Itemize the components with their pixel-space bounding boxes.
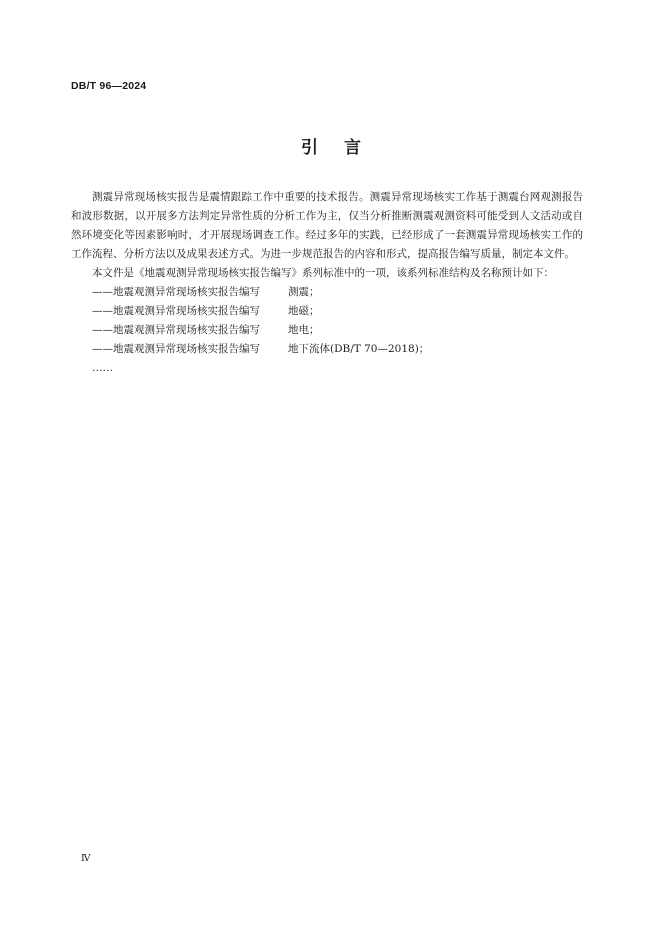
list-dash: —— — [92, 324, 113, 336]
series-main-title: 地震观测异常现场核实报告编写 — [113, 324, 260, 336]
list-dash: —— — [92, 286, 113, 298]
page-title: 引言 — [301, 138, 387, 158]
list-dash: —— — [92, 343, 113, 355]
document-code: DB/T 96—2024 — [71, 80, 147, 92]
series-list-item — [71, 321, 583, 340]
series-list-item — [71, 340, 583, 359]
series-main-title: 地震观测异常现场核实报告编写 — [113, 343, 260, 355]
series-list-item — [71, 302, 583, 321]
paragraph-series: 本文件是《地震观测异常现场核实报告编写》系列标准中的一项，该系列标准结构及名称预计如下： — [92, 267, 554, 279]
series-part-title: 地磁； — [288, 305, 320, 317]
page-number: Ⅳ — [81, 853, 91, 864]
series-part-title: 测震； — [288, 286, 320, 298]
series-part-title: 地电； — [288, 324, 320, 336]
paragraph-intro: 测震异常现场核实报告是震情跟踪工作中重要的技术报告。测震异常现场核实工作基于测震台网观测报告和波形数据，以开展多方法判定异常性质的分析工作为主，仅当分析推断测震观测资料可能受到人文活动或自然环境变化等因素影响时，才开展现场调查工作。经过多年的实践，已经形成了一套测震异常现场核实工作的工作流程、分析方法以及成果表述方式。为进一步规范报告的内容和形式，提高报告编写质量，制定本文件。 — [71, 191, 583, 260]
list-ellipsis: …… — [92, 362, 113, 374]
foreword-body — [71, 188, 583, 378]
series-main-title: 地震观测异常现场核实报告编写 — [113, 286, 260, 298]
list-dash: —— — [92, 305, 113, 317]
series-list-item — [71, 283, 583, 302]
series-part-title: 地下流体(DB/T 70—2018)； — [288, 343, 430, 355]
series-main-title: 地震观测异常现场核实报告编写 — [113, 305, 260, 317]
